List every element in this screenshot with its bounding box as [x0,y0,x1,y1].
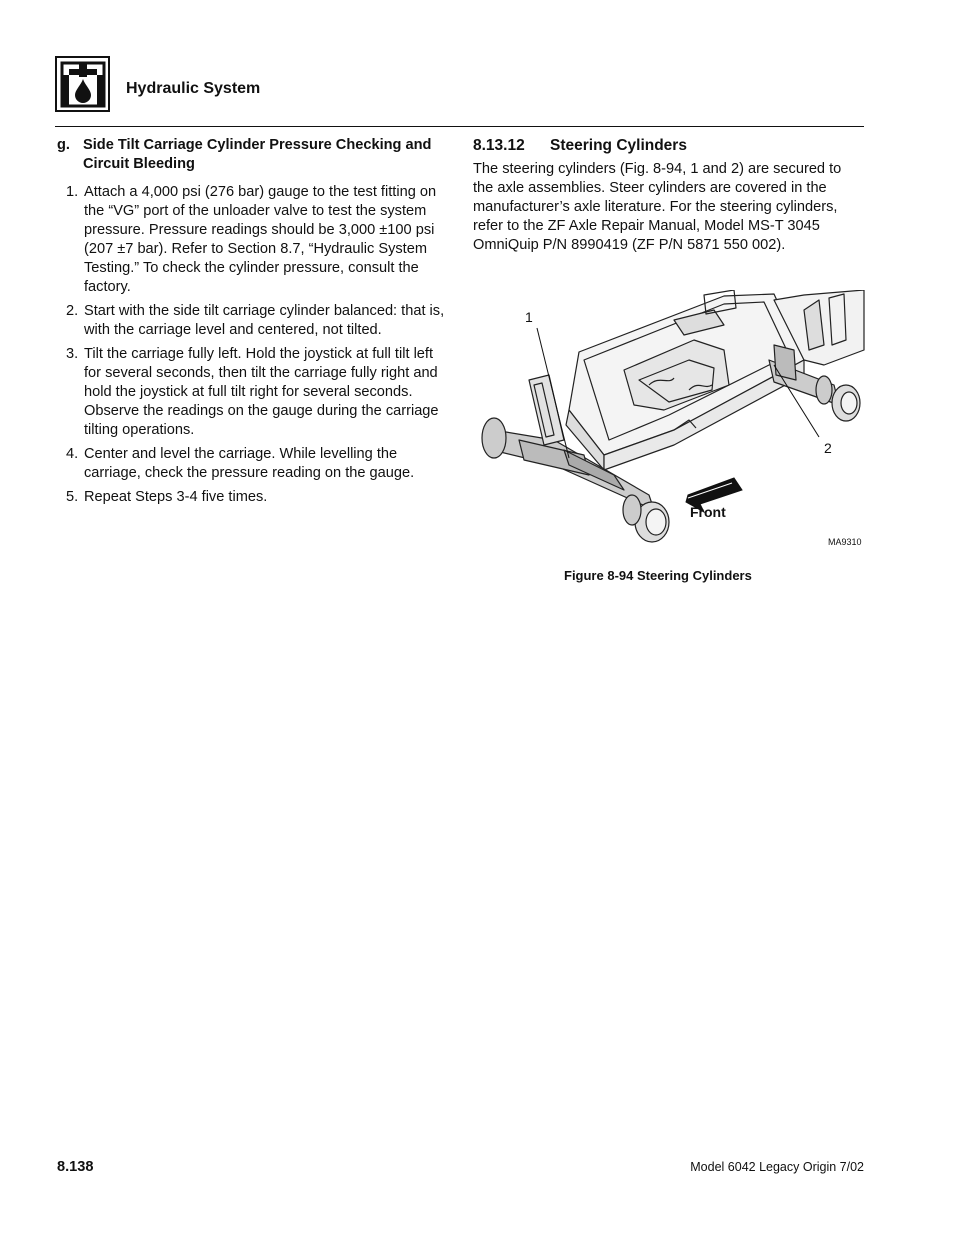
header-divider [55,126,864,127]
steering-cylinders-figure [474,290,866,552]
subsection-body: The steering cylinders (Fig. 8-94, 1 and 2) are secured to the axle assemblies. Steer cylinders are covered in the manufacturer’s axle literature. For the steering cylinders, refer to the ZF Axle Repair Manual, Model MS-T 3045 OmniQuip P/N 8990419 (ZF P/N 5871 550 002). [473,161,842,253]
step-item: 2. Start with the side tilt carriage cylinder balanced: that is, with the carriage level and centered, not tilted. [66,303,445,338]
procedure-subheading: g. Side Tilt Carriage Cylinder Pressure Checking and Circuit Bleeding [57,137,432,172]
subsection-heading: 8.13.12 Steering Cylinders [473,137,687,154]
section-title: Hydraulic System [126,80,261,97]
front-label: Front [690,504,726,520]
step-item: 4. Center and level the carriage. While levelling the carriage, check the pressure reading on the gauge. [66,446,415,481]
callout-2: 2 [824,440,832,456]
drawing-id: MA9310 [828,537,862,547]
left-column [57,136,447,512]
hydraulic-cylinder-icon [55,56,110,112]
page-number: 8.138 [57,1159,94,1175]
figure-caption: Figure 8-94 Steering Cylinders [564,568,752,583]
callout-1: 1 [525,309,533,325]
step-item: 3. Tilt the carriage fully left. Hold the joystick at full tilt left for several seconds, then tilt the carriage fully right and hold the joystick at full tilt right for several seconds. Observe the readings on the gauge during the carriage tilting operations. [66,346,439,438]
model-info: Model 6042 Legacy Origin 7/02 [690,1160,864,1174]
step-item: 1. Attach a 4,000 psi (276 bar) gauge to the test fitting on the “VG” port of the unloader valve to test the system pressure. Pressure readings should be 3,000 ±100 psi (207 ±7 bar). Refer to Section 8.7, “Hydraulic System Testing.” To check the cylinder pressure, consult the factory. [66,184,437,295]
right-column [473,136,865,255]
step-item: 5. Repeat Steps 3-4 five times. [66,489,268,505]
axle-drawing [474,290,866,552]
